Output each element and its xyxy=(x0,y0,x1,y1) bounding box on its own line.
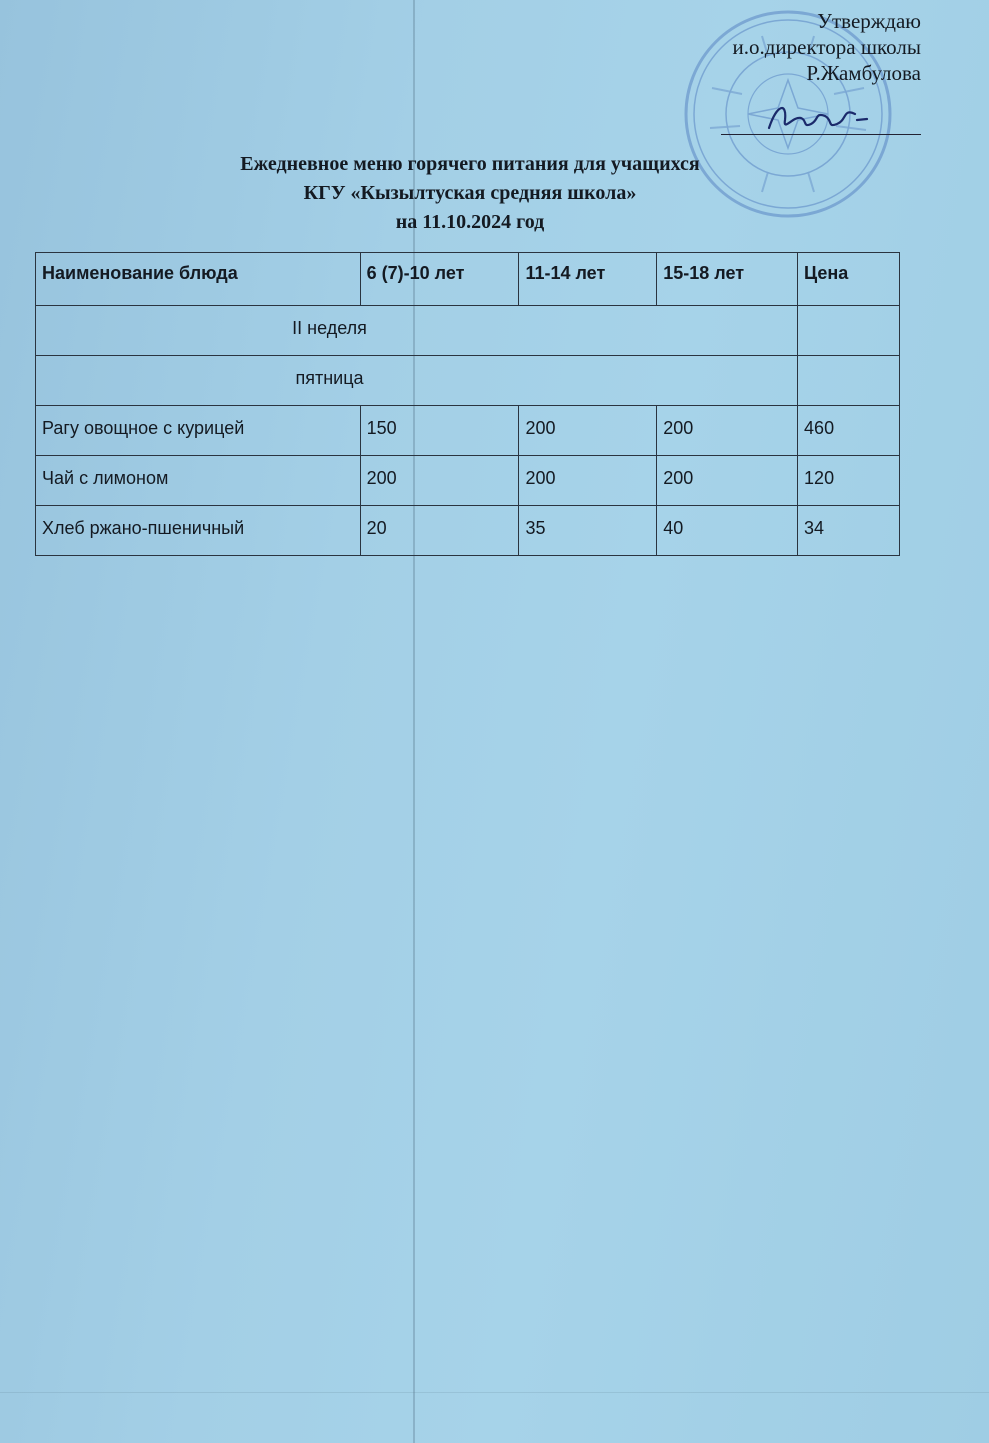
day-empty-cell xyxy=(798,356,900,406)
table-row xyxy=(36,456,900,506)
week-label: II неделя xyxy=(36,306,798,356)
dish-name: Рагу овощное с курицей xyxy=(36,406,361,456)
week-empty-cell xyxy=(798,306,900,356)
approval-name: Р.Жамбулова xyxy=(806,61,921,85)
dish-name: Хлеб ржано-пшеничный xyxy=(36,506,361,556)
title-line-3: на 11.10.2024 год xyxy=(395,211,545,233)
header-dish-name: Наименование блюда xyxy=(36,253,361,306)
dish-price: 120 xyxy=(798,456,900,506)
portion-11-14: 200 xyxy=(519,456,657,506)
handwritten-signature xyxy=(763,98,873,138)
header-age-6-10: 6 (7)-10 лет xyxy=(360,253,519,306)
portion-6-10: 150 xyxy=(360,406,519,456)
title-line-2: КГУ «Кызылтуская средняя школа» xyxy=(303,182,637,204)
dish-price: 34 xyxy=(798,506,900,556)
table-row xyxy=(36,506,900,556)
paper-crease xyxy=(0,1392,989,1393)
document-title xyxy=(0,150,940,237)
portion-6-10: 20 xyxy=(360,506,519,556)
approval-block xyxy=(733,8,922,86)
week-row xyxy=(36,306,900,356)
portion-15-18: 200 xyxy=(657,456,798,506)
header-age-11-14: 11-14 лет xyxy=(519,253,657,306)
portion-15-18: 40 xyxy=(657,506,798,556)
portion-15-18: 200 xyxy=(657,406,798,456)
day-row xyxy=(36,356,900,406)
dish-name: Чай с лимоном xyxy=(36,456,361,506)
day-label: пятница xyxy=(36,356,798,406)
header-price: Цена xyxy=(798,253,900,306)
portion-6-10: 200 xyxy=(360,456,519,506)
title-line-1: Ежедневное меню горячего питания для учащихся xyxy=(240,153,700,175)
approval-position: и.о.директора школы xyxy=(732,35,921,59)
portion-11-14: 35 xyxy=(519,506,657,556)
approval-heading: Утверждаю xyxy=(817,9,921,33)
header-age-15-18: 15-18 лет xyxy=(657,253,798,306)
dish-price: 460 xyxy=(798,406,900,456)
menu-table xyxy=(35,252,900,556)
table-row xyxy=(36,406,900,456)
table-header-row xyxy=(36,253,900,306)
portion-11-14: 200 xyxy=(519,406,657,456)
